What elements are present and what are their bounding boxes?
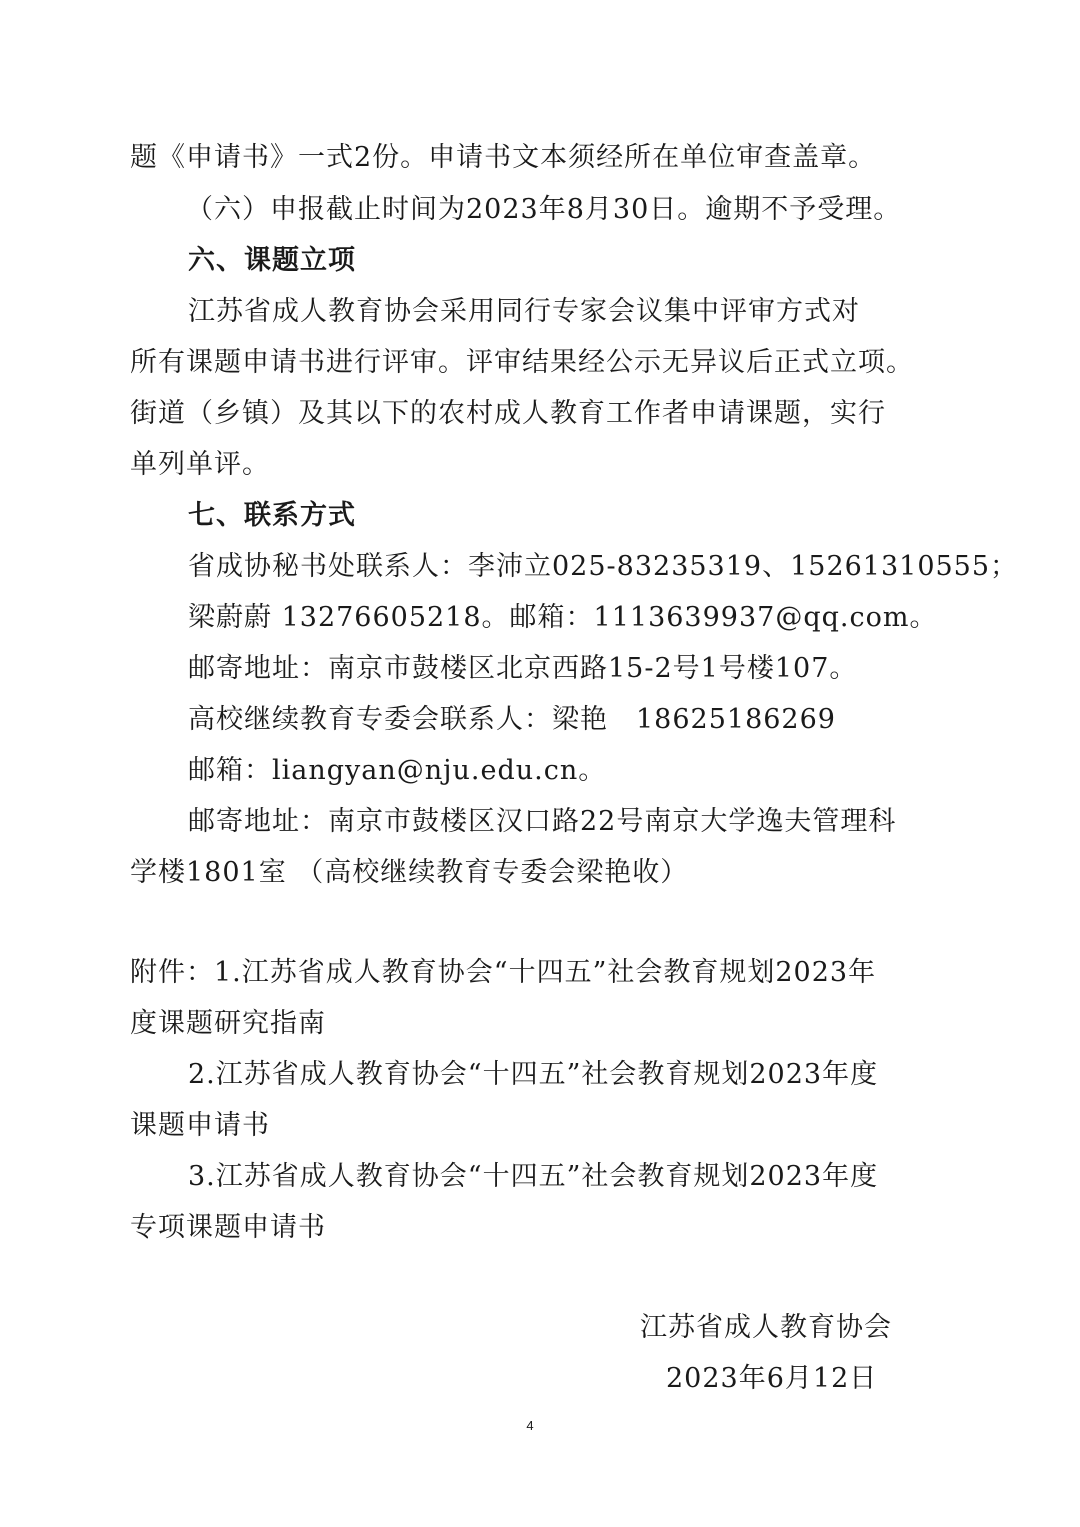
paragraph-line: 单列单评。 [130,449,270,480]
attachment-line: 附件：1.江苏省成人教育协会“十四五”社会教育规划2023年 [130,957,877,988]
attachment-line: 3.江苏省成人教育协会“十四五”社会教育规划2023年度 [188,1161,879,1192]
attachment-line: 课题申请书 [130,1110,270,1141]
contact-line: 省成协秘书处联系人：李沛立025-83235319、15261310555； [188,551,1019,582]
deadline-line: （六）申报截止时间为2023年8月30日。逾期不予受理。 [186,194,902,225]
attachment-line: 专项课题申请书 [130,1212,326,1243]
paragraph-line: 所有课题申请书进行评审。评审结果经公示无异议后正式立项。 [130,347,914,378]
section-heading-six: 六、课题立项 [188,245,356,276]
address-line: 邮寄地址：南京市鼓楼区汉口路22号南京大学逸夫管理科 [188,806,897,837]
paragraph-line: 题《申请书》一式2份。申请书文本须经所在单位审查盖章。 [130,142,877,173]
contact-line: 梁蔚蔚 13276605218。邮箱：1113639937@qq.com。 [188,602,938,633]
contact-line: 高校继续教育专委会联系人：梁艳 18625186269 [188,704,836,735]
attachment-line: 2.江苏省成人教育协会“十四五”社会教育规划2023年度 [188,1059,879,1090]
page-number: 4 [526,1418,534,1433]
signature-organization: 江苏省成人教育协会 [640,1312,892,1343]
attachment-line: 度课题研究指南 [130,1008,326,1039]
paragraph-line: 江苏省成人教育协会采用同行专家会议集中评审方式对 [188,296,860,327]
address-line: 学楼1801室 （高校继续教育专委会梁艳收） [130,857,689,888]
signature-date: 2023年6月12日 [666,1363,878,1394]
email-line: 邮箱：liangyan@nju.edu.cn。 [188,755,607,786]
address-line: 邮寄地址：南京市鼓楼区北京西路15-2号1号楼107。 [188,653,858,684]
paragraph-line: 街道（乡镇）及其以下的农村成人教育工作者申请课题，实行 [130,398,886,429]
section-heading-seven: 七、联系方式 [188,500,356,531]
